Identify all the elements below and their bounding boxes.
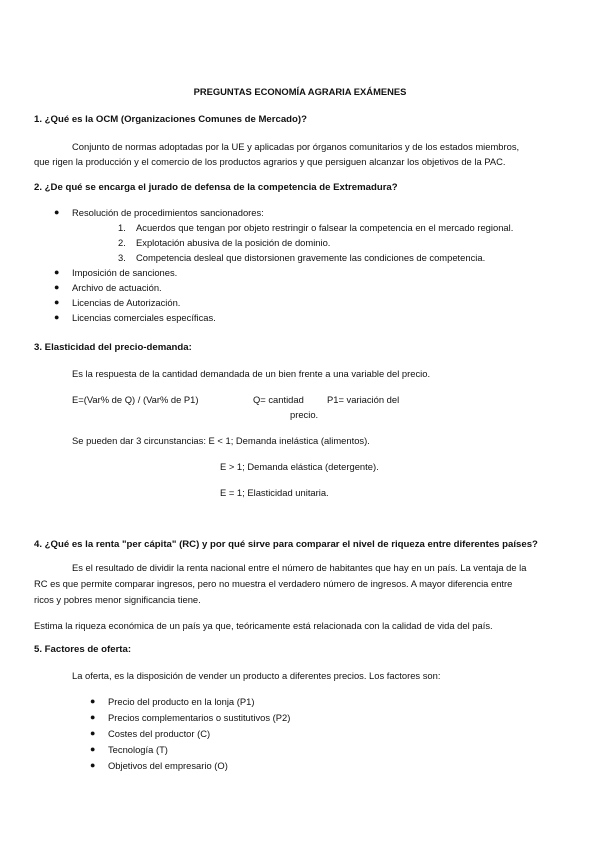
q4-answer-line-1: Es el resultado de dividir la renta nacional entre el número de habitantes que hay en un país. La ventaja de la <box>72 562 527 573</box>
question-5-heading: 5. Factores de oferta: <box>34 644 132 655</box>
question-1-heading: 1. ¿Qué es la OCM (Organizaciones Comunes de Mercado)? <box>34 114 307 125</box>
bullet-icon: ● <box>90 744 96 754</box>
q3-circumstance-1: Se pueden dar 3 circunstancias: E < 1; Demanda inelástica (alimentos). <box>72 435 370 446</box>
bullet-icon: ● <box>90 760 96 770</box>
q1-answer-line-1: Conjunto de normas adoptadas por la UE y aplicadas por órganos comunitarios y de los estados miembros, <box>72 141 520 152</box>
q3-circumstance-3: E = 1; Elasticidad unitaria. <box>220 487 329 498</box>
bullet-icon: ● <box>54 207 60 217</box>
q5-factor: Tecnología (T) <box>108 744 168 755</box>
bullet-icon: ● <box>54 297 60 307</box>
q2-item: Licencias comerciales específicas. <box>72 312 216 323</box>
q4-answer-line-2: RC es que permite comparar ingresos, pero no muestra el verdadero número de ingresos. A mayor diferencia entre <box>34 578 513 589</box>
q2-item-resolucion: Resolución de procedimientos sancionadores: <box>72 207 264 218</box>
q4-estima: Estima la riqueza económica de un país ya que, teóricamente está relacionada con la calidad de vida del país. <box>34 620 493 631</box>
q2-sub-item: Explotación abusiva de la posición de dominio. <box>136 237 331 248</box>
q4-answer-line-3: ricos y pobres menor significancia tiene. <box>34 594 201 605</box>
bullet-icon: ● <box>54 267 60 277</box>
q3-circumstance-2: E > 1; Demanda elástica (detergente). <box>220 461 379 472</box>
q2-sub-number: 2. <box>118 237 126 248</box>
q5-intro: La oferta, es la disposición de vender un producto a diferentes precios. Los factores son: <box>72 670 441 681</box>
q2-sub-item: Competencia desleal que distorsionen gravemente las condiciones de competencia. <box>136 252 486 263</box>
bullet-icon: ● <box>90 696 96 706</box>
q1-answer-line-2: que rigen la producción y el comercio de los productos agrarios y que persiguen alcanzar los objetivos de la PAC. <box>34 156 506 167</box>
q5-factor: Precios complementarios o sustitutivos (P2) <box>108 712 291 723</box>
q5-factor: Costes del productor (C) <box>108 728 211 739</box>
bullet-icon: ● <box>54 312 60 322</box>
q3-p1-definition: P1= variación del <box>327 394 400 405</box>
bullet-icon: ● <box>90 712 96 722</box>
q3-formula: E=(Var% de Q) / (Var% de P1) <box>72 394 199 405</box>
q5-factor: Precio del producto en la lonja (P1) <box>108 696 255 707</box>
bullet-icon: ● <box>90 728 96 738</box>
q2-sub-number: 1. <box>118 222 126 233</box>
document-title: PREGUNTAS ECONOMÍA AGRARIA EXÁMENES <box>193 86 407 97</box>
bullet-icon: ● <box>54 282 60 292</box>
q3-p1-definition-cont: precio. <box>290 409 319 420</box>
q2-item: Archivo de actuación. <box>72 282 162 293</box>
q2-item: Imposición de sanciones. <box>72 267 178 278</box>
q3-definition: Es la respuesta de la cantidad demandada de un bien frente a una variable del precio. <box>72 368 431 379</box>
q2-item: Licencias de Autorización. <box>72 297 181 308</box>
q2-sub-item: Acuerdos que tengan por objeto restringir o falsear la competencia en el mercado regional. <box>136 222 514 233</box>
q3-q-definition: Q= cantidad <box>253 394 304 405</box>
question-3-heading: 3. Elasticidad del precio-demanda: <box>34 342 192 353</box>
q5-factor: Objetivos del empresario (O) <box>108 760 228 771</box>
question-2-heading: 2. ¿De qué se encarga el jurado de defensa de la competencia de Extremadura? <box>34 182 398 193</box>
question-4-heading: 4. ¿Qué es la renta "per cápita" (RC) y por qué sirve para comparar el nivel de riqueza entre diferentes países? <box>34 539 538 550</box>
q2-sub-number: 3. <box>118 252 126 263</box>
